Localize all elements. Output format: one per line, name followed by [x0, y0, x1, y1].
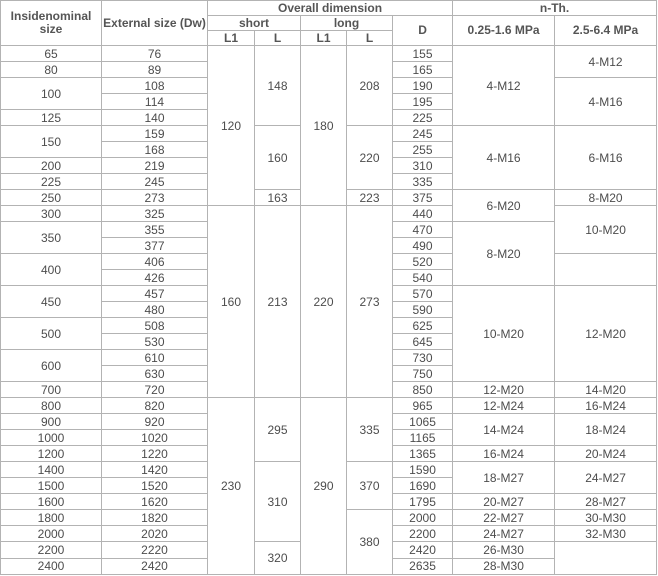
d-cell: 2635 [393, 558, 453, 574]
external-size-cell: 610 [102, 350, 208, 366]
short-l-cell: 295 [255, 398, 301, 462]
table-row [1, 206, 657, 222]
header-short: short [208, 16, 301, 31]
header-long-l: L [347, 31, 393, 46]
d-cell: 470 [393, 222, 453, 238]
external-size-cell: 219 [102, 158, 208, 174]
nominal-size-cell: 1000 [1, 430, 102, 446]
n-th-low-cell: 24-M27 [453, 526, 555, 542]
nominal-size-cell: 1400 [1, 462, 102, 478]
nominal-size-cell: 500 [1, 318, 102, 350]
nominal-size-cell: 900 [1, 414, 102, 430]
n-th-low-cell: 6-M20 [453, 190, 555, 222]
nominal-size-cell: 600 [1, 350, 102, 382]
nominal-size-cell: 1500 [1, 478, 102, 494]
d-cell: 540 [393, 270, 453, 286]
d-cell: 850 [393, 382, 453, 398]
d-cell: 195 [393, 94, 453, 110]
n-th-high-cell: 18-M24 [555, 414, 657, 446]
external-size-cell: 377 [102, 238, 208, 254]
n-th-low-cell: 8-M20 [453, 222, 555, 286]
n-th-high-cell [555, 542, 657, 574]
d-cell: 570 [393, 286, 453, 302]
nominal-size-cell: 400 [1, 254, 102, 286]
nominal-size-cell: 700 [1, 382, 102, 398]
long-l-cell: 223 [347, 190, 393, 206]
n-th-high-cell: 30-M30 [555, 510, 657, 526]
external-size-cell: 1020 [102, 430, 208, 446]
header-long-l1: L1 [301, 31, 347, 46]
external-size-cell: 76 [102, 46, 208, 62]
external-size-cell: 820 [102, 398, 208, 414]
short-l1-cell: 120 [208, 46, 255, 206]
header-external-size: External size (Dw) [102, 1, 208, 46]
n-th-high-cell: 24-M27 [555, 462, 657, 494]
d-cell: 1365 [393, 446, 453, 462]
n-th-low-cell: 14-M24 [453, 414, 555, 446]
d-cell: 625 [393, 318, 453, 334]
nominal-size-cell: 250 [1, 190, 102, 206]
d-cell: 245 [393, 126, 453, 142]
external-size-cell: 114 [102, 94, 208, 110]
nominal-size-cell: 1600 [1, 494, 102, 510]
short-l1-cell: 160 [208, 206, 255, 398]
n-th-high-cell: 10-M20 [555, 206, 657, 254]
nominal-size-cell: 1800 [1, 510, 102, 526]
external-size-cell: 2420 [102, 558, 208, 574]
d-cell: 2420 [393, 542, 453, 558]
n-th-low-cell: 22-M27 [453, 510, 555, 526]
short-l-cell: 148 [255, 46, 301, 126]
n-th-high-cell: 16-M24 [555, 398, 657, 414]
d-cell: 1065 [393, 414, 453, 430]
nominal-size-cell: 80 [1, 62, 102, 78]
n-th-high-cell: 20-M24 [555, 446, 657, 462]
nominal-size-cell: 2000 [1, 526, 102, 542]
header-d: D [393, 16, 453, 46]
short-l-cell: 160 [255, 126, 301, 190]
short-l1-cell: 230 [208, 398, 255, 574]
header-short-l: L [255, 31, 301, 46]
short-l-cell: 163 [255, 190, 301, 206]
d-cell: 1690 [393, 478, 453, 494]
external-size-cell: 630 [102, 366, 208, 382]
d-cell: 1590 [393, 462, 453, 478]
nominal-size-cell: 350 [1, 222, 102, 254]
nominal-size-cell: 300 [1, 206, 102, 222]
n-th-low-cell: 4-M12 [453, 46, 555, 126]
n-th-high-cell: 6-M16 [555, 126, 657, 190]
external-size-cell: 2220 [102, 542, 208, 558]
n-th-high-cell: 28-M27 [555, 494, 657, 510]
external-size-cell: 508 [102, 318, 208, 334]
d-cell: 1165 [393, 430, 453, 446]
n-th-low-cell: 10-M20 [453, 286, 555, 382]
header-overall-dimension: Overall dimension [208, 1, 453, 16]
long-l1-cell: 220 [301, 206, 347, 398]
d-cell: 440 [393, 206, 453, 222]
external-size-cell: 1420 [102, 462, 208, 478]
external-size-cell: 920 [102, 414, 208, 430]
external-size-cell: 355 [102, 222, 208, 238]
n-th-high-cell [555, 254, 657, 286]
d-cell: 255 [393, 142, 453, 158]
long-l-cell: 370 [347, 462, 393, 510]
nominal-size-cell: 100 [1, 78, 102, 110]
external-size-cell: 406 [102, 254, 208, 270]
header-inside-nominal-size: Insidenominal size [1, 1, 102, 46]
n-th-low-cell: 12-M20 [453, 382, 555, 398]
long-l1-cell: 180 [301, 46, 347, 206]
nominal-size-cell: 150 [1, 126, 102, 158]
external-size-cell: 168 [102, 142, 208, 158]
long-l-cell: 208 [347, 46, 393, 126]
external-size-cell: 720 [102, 382, 208, 398]
d-cell: 375 [393, 190, 453, 206]
external-size-cell: 89 [102, 62, 208, 78]
d-cell: 2200 [393, 526, 453, 542]
n-th-high-cell: 4-M16 [555, 78, 657, 126]
n-th-high-cell: 4-M12 [555, 46, 657, 78]
long-l-cell: 220 [347, 126, 393, 190]
d-cell: 155 [393, 46, 453, 62]
d-cell: 310 [393, 158, 453, 174]
n-th-high-cell: 32-M30 [555, 526, 657, 542]
header-short-l1: L1 [208, 31, 255, 46]
short-l-cell: 320 [255, 542, 301, 574]
nominal-size-cell: 200 [1, 158, 102, 174]
d-cell: 490 [393, 238, 453, 254]
n-th-high-cell: 14-M20 [555, 382, 657, 398]
n-th-low-cell: 4-M16 [453, 126, 555, 190]
d-cell: 2000 [393, 510, 453, 526]
nominal-size-cell: 450 [1, 286, 102, 318]
header-pressure-low: 0.25-1.6 MPa [453, 16, 555, 46]
nominal-size-cell: 2200 [1, 542, 102, 558]
n-th-low-cell: 12-M24 [453, 398, 555, 414]
d-cell: 590 [393, 302, 453, 318]
header-long: long [301, 16, 393, 31]
external-size-cell: 140 [102, 110, 208, 126]
d-cell: 225 [393, 110, 453, 126]
external-size-cell: 2020 [102, 526, 208, 542]
external-size-cell: 273 [102, 190, 208, 206]
external-size-cell: 108 [102, 78, 208, 94]
n-th-low-cell: 20-M27 [453, 494, 555, 510]
long-l-cell: 380 [347, 510, 393, 574]
table-row [1, 46, 657, 62]
external-size-cell: 1820 [102, 510, 208, 526]
n-th-low-cell: 18-M27 [453, 462, 555, 494]
d-cell: 190 [393, 78, 453, 94]
long-l-cell: 273 [347, 206, 393, 398]
nominal-size-cell: 125 [1, 110, 102, 126]
external-size-cell: 325 [102, 206, 208, 222]
external-size-cell: 530 [102, 334, 208, 350]
nominal-size-cell: 65 [1, 46, 102, 62]
nominal-size-cell: 225 [1, 174, 102, 190]
d-cell: 645 [393, 334, 453, 350]
table-row [1, 398, 657, 414]
d-cell: 165 [393, 62, 453, 78]
header-n-th: n-Th. [453, 1, 657, 16]
d-cell: 335 [393, 174, 453, 190]
external-size-cell: 457 [102, 286, 208, 302]
external-size-cell: 1520 [102, 478, 208, 494]
external-size-cell: 480 [102, 302, 208, 318]
nominal-size-cell: 800 [1, 398, 102, 414]
external-size-cell: 1620 [102, 494, 208, 510]
n-th-high-cell: 8-M20 [555, 190, 657, 206]
n-th-low-cell: 28-M30 [453, 558, 555, 574]
long-l-cell: 335 [347, 398, 393, 462]
external-size-cell: 1220 [102, 446, 208, 462]
d-cell: 1795 [393, 494, 453, 510]
d-cell: 730 [393, 350, 453, 366]
d-cell: 520 [393, 254, 453, 270]
external-size-cell: 426 [102, 270, 208, 286]
d-cell: 965 [393, 398, 453, 414]
n-th-high-cell: 12-M20 [555, 286, 657, 382]
nominal-size-cell: 2400 [1, 558, 102, 574]
external-size-cell: 159 [102, 126, 208, 142]
external-size-cell: 245 [102, 174, 208, 190]
short-l-cell: 213 [255, 206, 301, 398]
n-th-low-cell: 16-M24 [453, 446, 555, 462]
nominal-size-cell: 1200 [1, 446, 102, 462]
n-th-low-cell: 26-M30 [453, 542, 555, 558]
long-l1-cell: 290 [301, 398, 347, 574]
short-l-cell: 310 [255, 462, 301, 542]
header-pressure-high: 2.5-6.4 MPa [555, 16, 657, 46]
d-cell: 750 [393, 366, 453, 382]
